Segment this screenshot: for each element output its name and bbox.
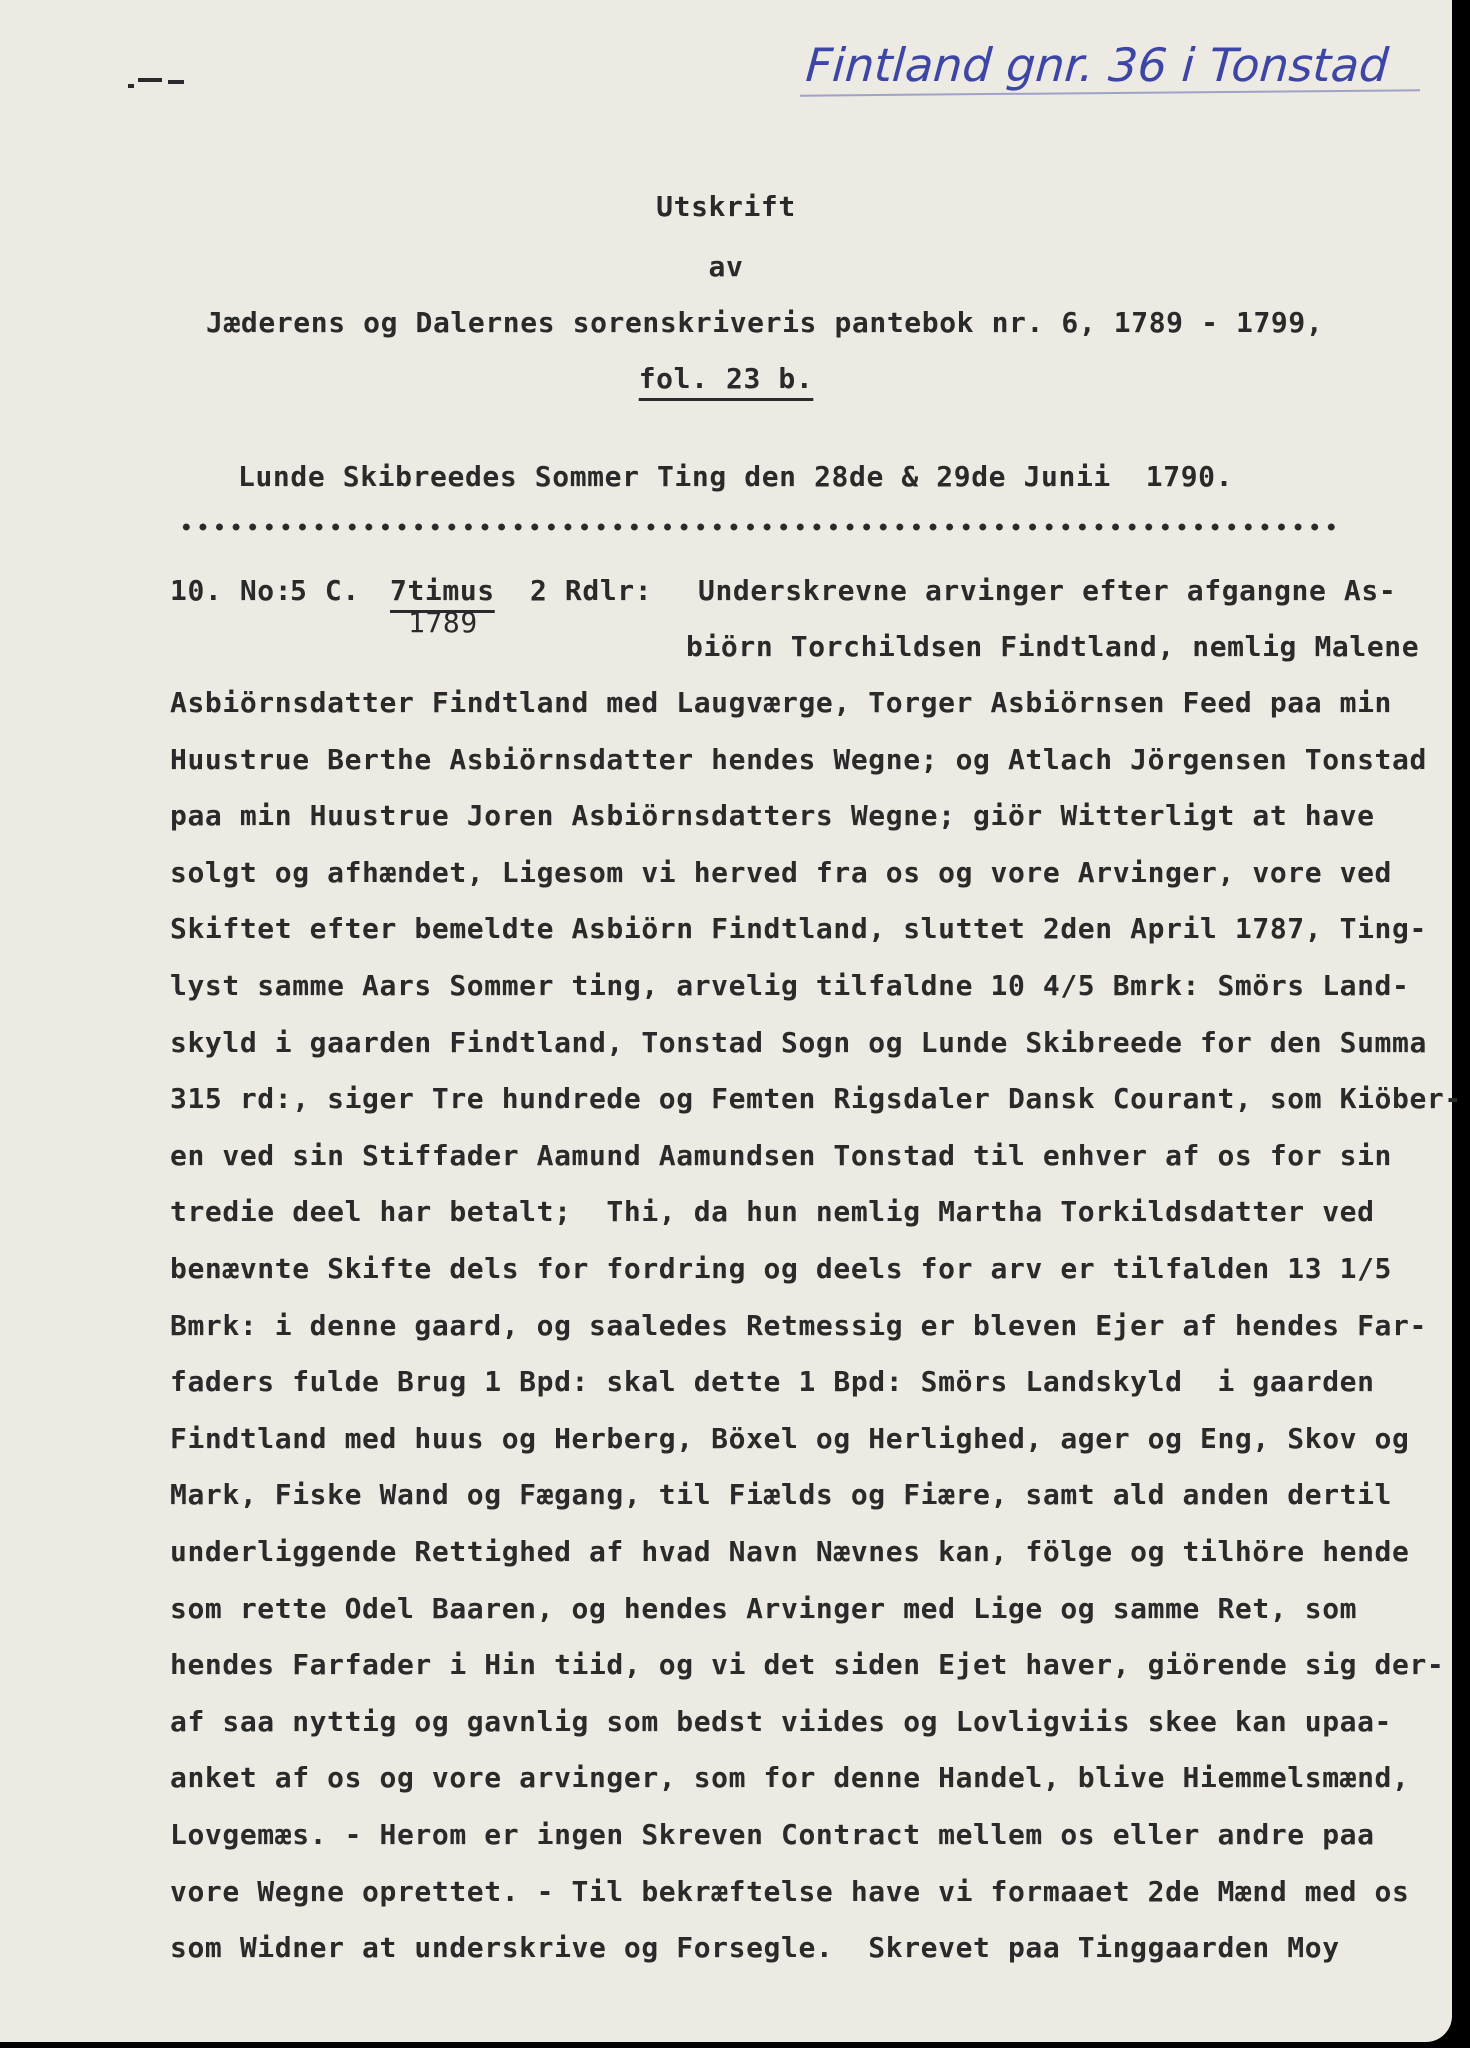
source-line: Jæderens og Dalernes sorenskriveris pantebok nr. 6, 1789 - 1799, [206, 306, 1324, 339]
body-line: benævnte Skifte dels for fordring og deels for arv er tilfalden 13 1/5 [170, 1252, 1393, 1285]
body-line: en ved sin Stiffader Aamund Aamundsen Tonstad til enhver af os for sin [170, 1138, 1393, 1172]
body-line: anket af os og vore arvinger, som for denne Handel, blive Hiemmelsmænd, [170, 1761, 1410, 1795]
body-line: lyst samme Aars Sommer ting, arvelig tilfaldne 10 4/5 Bmrk: Smörs Land- [170, 969, 1410, 1002]
body-line: Lovgemæs. - Herom er ingen Skreven Contract mellem os eller andre paa [170, 1818, 1375, 1851]
entry-ref-term: 7timus [390, 574, 495, 607]
body-line: vore Wegne oprettet. - Til bekræftelse have vi formaaet 2de Mænd med os [170, 1874, 1410, 1908]
document-subtitle: av [708, 250, 744, 283]
entry-number: 10. No: [170, 574, 293, 607]
body-line: af saa nyttig og gavnlig som bedst viides og Lovligviis skee kan upaa- [170, 1704, 1393, 1738]
folio-reference: fol. 23 b. [638, 362, 814, 395]
entry-ref-prefix: 5 C. [290, 574, 360, 607]
body-line: skyld i gaarden Findtland, Tonstad Sogn og Lunde Skibreede for den Summa [170, 1025, 1427, 1059]
body-line: tredie deel har betalt; Thi, da hun nemlig Martha Torkildsdatter ved [170, 1195, 1375, 1229]
body-line: som Widner at underskrive og Forsegle. Skrevet paa Tinggaarden Moy [170, 1931, 1340, 1965]
body-line: underliggende Rettighed af hvad Navn Nævnes kan, fölge og tilhöre hende [170, 1535, 1410, 1568]
body-line: 315 rd:, siger Tre hundrede og Femten Rigsdaler Dansk Courant, som Kiöber- [170, 1082, 1462, 1116]
body-line: Mark, Fiske Wand og Fægang, til Fiælds og Fiære, samt ald anden dertil [170, 1478, 1393, 1512]
body-line: Bmrk: i denne gaard, og saaledes Retmessig er bleven Ejer af hendes Far- [170, 1308, 1427, 1342]
body-line: hendes Farfader i Hin tiid, og vi det siden Ejet haver, giörende sig der- [170, 1648, 1445, 1682]
entry-first-line: Underskrevne arvinger efter afgangne As- [698, 574, 1397, 607]
body-line: Skiftet efter bemeldte Asbiörn Findtland, sluttet 2den April 1787, Ting- [170, 912, 1427, 946]
margin-mark [128, 78, 188, 86]
body-line: Asbiörnsdatter Findtland med Laugværge, Torger Asbiörnsen Feed paa min [170, 686, 1393, 719]
body-line: Huustrue Berthe Asbiörnsdatter hendes Wegne; og Atlach Jörgensen Tonstad [170, 742, 1427, 776]
document-title: Utskrift [656, 190, 796, 223]
body-line: faders fulde Brug 1 Bpd: skal dette 1 Bpd: Smörs Landskyld i gaarden [170, 1365, 1375, 1399]
entry-ref-year: 1789 [408, 606, 478, 639]
body-line: solgt og afhændet, Ligesom vi herved fra os og vore Arvinger, vore ved [170, 855, 1393, 889]
session-heading: Lunde Skibreedes Sommer Ting den 28de & 29de Junii 1790. [238, 460, 1234, 493]
entry-second-line: biörn Torchildsen Findtland, nemlig Malene [686, 630, 1420, 663]
dotted-separator [178, 520, 1338, 534]
handwritten-annotation: Fintland gnr. 36 i Tonstad [804, 38, 1391, 92]
body-line: paa min Huustrue Joren Asbiörnsdatters Wegne; giör Witterligt at have [170, 799, 1375, 833]
body-line: Findtland med huus og Herberg, Böxel og Herlighed, ager og Eng, Skov og [170, 1421, 1410, 1455]
body-line: som rette Odel Baaren, og hendes Arvinger med Lige og samme Ret, som [170, 1591, 1358, 1625]
entry-fee: 2 Rdlr: [530, 574, 653, 607]
